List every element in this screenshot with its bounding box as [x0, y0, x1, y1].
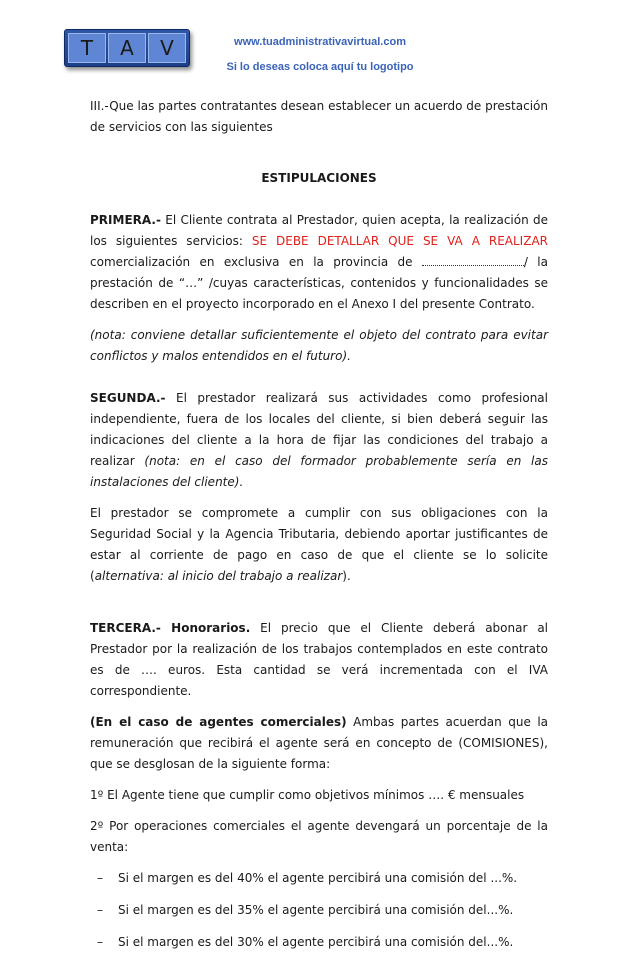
intro-paragraph: III.-Que las partes contratantes desean establecer un acuerdo de prestación de servicios con las siguientes — [90, 99, 548, 134]
bullet-dash: – — [97, 903, 103, 917]
primera-note: (nota: conviene detallar suficientemente el objeto del contrato para evitar conflictos y malos entendidos en el futuro). — [90, 328, 548, 363]
list-item — [90, 900, 548, 921]
commission-list — [90, 868, 548, 953]
list-item — [90, 932, 548, 953]
logo-letter-v: V — [148, 33, 186, 63]
segunda-text-1: El prestador realizará sus actividades como profesional independiente, fuera de los locales del cliente, si bien deberá seguir las indicaciones del cliente a la hora de fijar las condiciones del trabajo a realizar — [90, 391, 548, 468]
primera-text-2: comercialización en exclusiva en la provincia de — [90, 255, 422, 269]
tercera-paragraph — [90, 618, 548, 702]
stipulations-heading: ESTIPULACIONES — [261, 171, 377, 185]
segunda-note: (nota: en el caso del formador probablemente sería en las instalaciones del cliente). — [90, 454, 548, 489]
province-blank — [422, 255, 524, 266]
primera-text-3: / la prestación de “…” /cuyas características, contenidos y funcionalidades se describen en el proyecto incorporado en el Anexo I del presente Contrato. — [90, 255, 548, 311]
segunda-paragraph — [90, 388, 548, 493]
segunda-p2-end: ). — [342, 569, 351, 583]
segunda-paragraph-2 — [90, 503, 548, 587]
list-item — [90, 868, 548, 889]
commission-bullet: Si el margen es del 35% el agente percibirá una comisión del...%. — [118, 903, 514, 917]
bullet-dash: – — [97, 871, 103, 885]
commission-bullet: Si el margen es del 40% el agente percibirá una comisión del ...%. — [118, 871, 518, 885]
header-logo-note: Si lo deseas coloca aquí tu logotipo — [226, 61, 414, 73]
agent-text: Ambas partes acuerdan que la remuneración que recibirá el agente será en concepto de (COMISIONES), que se desglosan de la siguiente forma: — [90, 715, 549, 771]
logo-letter-a: A — [108, 33, 146, 63]
agent-title: (En el caso de agentes comerciales) — [90, 715, 347, 729]
document-body — [90, 96, 548, 964]
segunda-title: SEGUNDA.- — [90, 391, 166, 405]
objective-item-1: 1º El Agente tiene que cumplir como objetivos mínimos …. € mensuales — [90, 788, 525, 802]
tav-logo — [64, 29, 190, 67]
primera-title: PRIMERA.- — [90, 213, 161, 227]
agent-paragraph — [90, 712, 548, 775]
segunda-p2-alt: alternativa: al inicio del trabajo a realizar — [94, 569, 343, 583]
tercera-title: TERCERA.- Honorarios. — [90, 621, 251, 635]
primera-paragraph — [90, 210, 548, 315]
segunda-p2-text: El prestador se compromete a cumplir con sus obligaciones con la Seguridad Social y la Agencia Tributaria, debiendo aportar justificantes de estar al corriente de pago en caso de que el cliente se lo solicite ( — [90, 506, 548, 583]
commission-bullet: Si el margen es del 30% el agente percibirá una comisión del...%. — [118, 935, 514, 949]
primera-text-1: El Cliente contrata al Prestador, quien acepta, la realización de los siguientes servicios: — [90, 213, 548, 248]
bullet-dash: – — [97, 935, 103, 949]
primera-highlight: SE DEBE DETALLAR QUE SE VA A REALIZAR — [251, 234, 548, 248]
tercera-text-1: El precio que el Cliente deberá abonar al Prestador por la realización de los trabajos contemplados en este contrato es de …. euros. Esta cantidad se verá incrementada con el IVA correspondiente. — [90, 621, 549, 698]
objective-item-2: 2º Por operaciones comerciales el agente devengará un porcentaje de la venta: — [90, 819, 548, 854]
header-website: www.tuadministrativavirtual.com — [234, 36, 406, 48]
logo-letter-t: T — [68, 33, 106, 63]
